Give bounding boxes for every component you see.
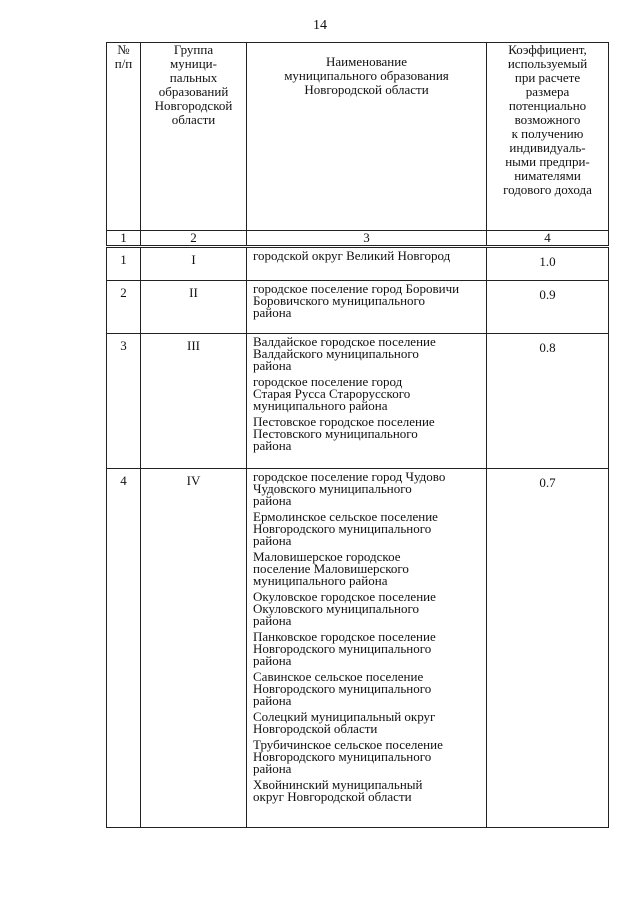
column-number: 3 [247,231,487,247]
table-row [107,281,609,334]
row-coefficient: 0.9 [487,281,609,334]
row-group: IV [141,469,247,828]
header-name: Наименование муниципального образования Новгородской области [247,43,487,231]
row-municipalities [247,334,487,469]
municipality-name: городское поселение город Боровичи Боровичского муниципального района [253,281,460,320]
municipality-name: Хвойнинский муниципальный округ Новгородской области [253,777,423,804]
table-row [107,469,609,828]
table-row [107,334,609,469]
municipality-name: городской округ Великий Новгород [253,248,451,263]
page-number: 14 [313,18,327,33]
municipality-name: Панковское городское поселение Новгородского муниципального района [253,629,436,668]
row-number: 1 [107,247,141,281]
municipality-name: городское поселение город Чудово Чудовского муниципального района [253,469,446,508]
row-coefficient: 0.7 [487,469,609,828]
municipality-name: Окуловское городское поселение Окуловского муниципального района [253,589,436,628]
municipality-name: Валдайское городское поселение Валдайского муниципального района [253,334,436,373]
row-coefficient: 0.8 [487,334,609,469]
row-group: III [141,334,247,469]
municipality-name: Савинское сельское поселение Новгородского муниципального района [253,669,432,708]
municipality-name: Ермолинское сельское поселение Новгородского муниципального района [253,509,438,548]
table-header-row [107,43,609,231]
municipality-name: Трубичинское сельское поселение Новгородского муниципального района [253,737,443,776]
column-number: 1 [107,231,141,247]
row-number: 2 [107,281,141,334]
row-municipalities [247,247,487,281]
municipality-name: Пестовское городское поселение Пестовского муниципального района [253,414,435,453]
row-coefficient: 1.0 [487,247,609,281]
row-number: 3 [107,334,141,469]
municipality-name: городское поселение город Старая Русса Старорусского муниципального района [253,374,411,413]
row-group: I [141,247,247,281]
row-group: II [141,281,247,334]
header-coefficient: Коэффициент, используемый при расчете размера потенциально возможного к получению индивидуаль- ными предпри- нимателями годового дохода [487,43,609,231]
row-municipalities [247,469,487,828]
header-group: Группа муници- пальных образований Новгородской области [141,43,247,231]
column-number-row [107,231,609,247]
table-row [107,247,609,281]
row-number: 4 [107,469,141,828]
municipality-name: Солецкий муниципальный округ Новгородской области [253,709,436,736]
municipality-name: Маловишерское городское поселение Маловишерского муниципального района [253,549,409,588]
municipal-coefficient-table [106,42,609,828]
row-municipalities [247,281,487,334]
header-number: № п/п [107,43,141,231]
column-number: 4 [487,231,609,247]
column-number: 2 [141,231,247,247]
